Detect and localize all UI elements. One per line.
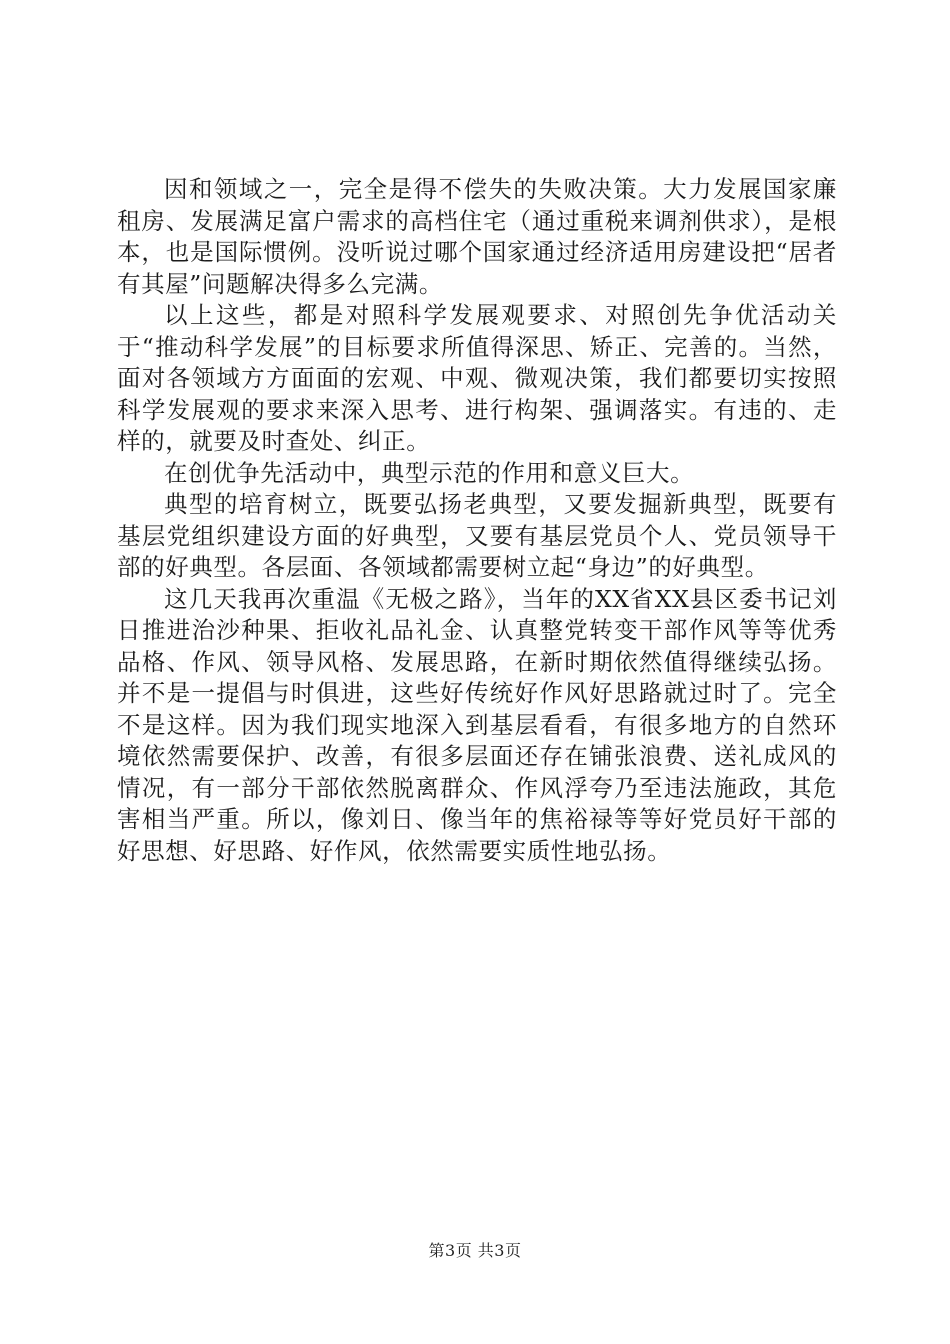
paragraph: 以上这些，都是对照科学发展观要求、对照创先争优活动关于“推动科学发展”的目标要求所值得深思、矫正、完善的。当然，面对各领域方方面面的宏观、中观、微观决策，我们都要切实按照科学发展观的要求来深入思考、进行构架、强调落实。有违的、走样的，就要及时查处、纠正。	[117, 301, 837, 455]
paragraph: 因和领域之一，完全是得不偿失的失败决策。大力发展国家廉租房、发展满足富户需求的高档住宅（通过重税来调剂供求），是根本，也是国际惯例。没听说过哪个国家通过经济适用房建设把“居者有其屋”问题解决得多么完满。	[117, 175, 837, 298]
paragraph: 在创优争先活动中，典型示范的作用和意义巨大。	[164, 458, 695, 487]
paragraph: 这几天我再次重温《无极之路》，当年的XX省XX县区委书记刘日推进治沙种果、拒收礼品礼金、认真整党转变干部作风等等优秀品格、作风、领导风格、发展思路，在新时期依然值得继续弘扬。并不是一提倡与时俱进，这些好传统好作风好思路就过时了。完全不是这样。因为我们现实地深入到基层看看，有很多地方的自然环境依然需要保护、改善，有很多层面还存在铺张浪费、送礼成风的情况，有一部分干部依然脱离群众、作风浮夸乃至违法施政，其危害相当严重。所以，像刘日、像当年的焦裕禄等等好党员好干部的好思想、好思路、好作风，依然需要实质性地弘扬。	[117, 584, 837, 865]
page-footer	[0, 1241, 950, 1261]
paragraph: 典型的培育树立，既要弘扬老典型，又要发掘新典型，既要有基层党组织建设方面的好典型，又要有基层党员个人、党员领导干部的好典型。各层面、各领域都需要树立起“身边”的好典型。	[117, 490, 837, 581]
page-number: 第3页 共3页	[428, 1241, 522, 1260]
document-body	[117, 174, 837, 867]
